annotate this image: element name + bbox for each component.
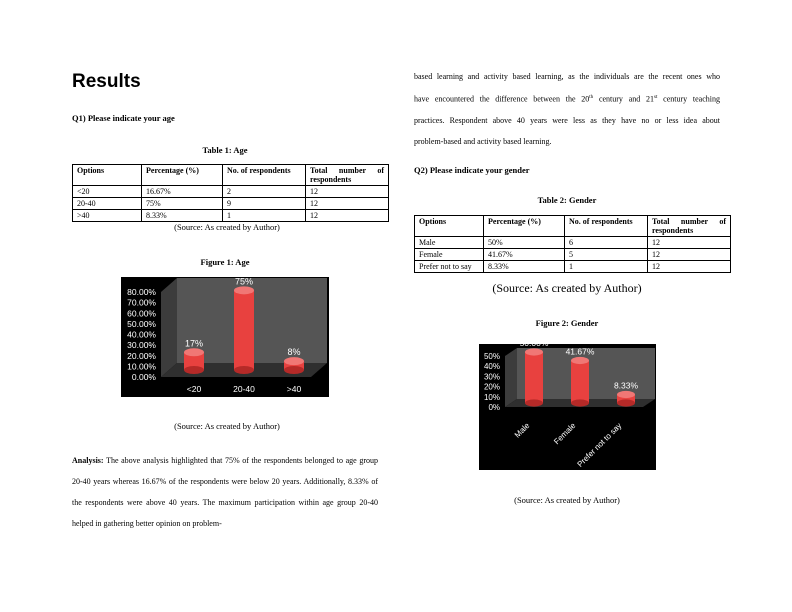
y-tick-label: 30% [483, 372, 500, 382]
table-header-cell: Options [415, 216, 484, 237]
table-header-cell: Options [73, 165, 142, 186]
gender-chart [479, 338, 656, 470]
chart-side-wall [161, 278, 177, 377]
category-label: >40 [286, 384, 302, 394]
y-tick-label: 80.00% [127, 287, 156, 297]
table-cell: 8.33% [484, 261, 565, 273]
bar-base [284, 366, 304, 374]
bar-top [571, 357, 589, 364]
category-label: 20-40 [233, 384, 255, 394]
data-label: 17% [184, 338, 204, 349]
y-tick-label: 60.00% [127, 308, 156, 319]
y-tick-label: 30.00% [127, 340, 156, 351]
table-row [73, 198, 389, 210]
paragraph-line [414, 87, 720, 110]
paragraph-text: century teaching [657, 94, 720, 104]
bar-base [571, 399, 589, 406]
bar-base [184, 366, 204, 374]
table-row [73, 186, 389, 198]
question-1: Q1) Please indicate your age [72, 113, 175, 123]
gender-chart-svg [479, 338, 656, 470]
data-label: 75% [234, 276, 254, 287]
y-tick-label: 0% [488, 403, 500, 412]
table-cell: 16.67% [142, 186, 223, 198]
table-header-cell: No. of respondents [223, 165, 306, 186]
table-cell: 12 [648, 261, 731, 273]
category-label: Female [552, 421, 578, 447]
data-label: 8.33% [613, 380, 639, 391]
table-header-cell: Percentage (%) [142, 165, 223, 186]
table-cell: 75% [142, 198, 223, 210]
table-cell: 1 [223, 210, 306, 222]
table-row [415, 249, 731, 261]
category-label: Prefer not to say [575, 421, 624, 469]
table-header-row [415, 216, 731, 237]
table-cell: 12 [648, 249, 731, 261]
table-row [415, 237, 731, 249]
bar-top [284, 357, 304, 365]
y-tick-label: 50% [483, 352, 500, 361]
table-2-caption: Table 2: Gender [537, 195, 597, 205]
table-cell: 12 [648, 237, 731, 249]
paragraph-line: problem-based and activity based learning. [414, 136, 552, 146]
question-2: Q2) Please indicate your gender [414, 165, 530, 175]
y-tick-label: 20% [483, 382, 500, 392]
table-1-source: (Source: As created by Author) [174, 222, 280, 232]
y-tick-label: 50.00% [127, 318, 156, 329]
table-cell: <20 [73, 186, 142, 198]
y-tick-label: 0.00% [131, 372, 156, 382]
bar [525, 352, 543, 403]
table-header-cell: Percentage (%) [484, 216, 565, 237]
table-cell: 12 [306, 186, 389, 198]
analysis-label: Analysis: [72, 456, 104, 465]
table-header-cell: Total number of respondents [648, 216, 731, 237]
y-tick-label: 70.00% [127, 297, 156, 308]
table-cell: 1 [565, 261, 648, 273]
table-header-cell: Total number of respondents [306, 165, 389, 186]
category-label: Male [512, 421, 532, 440]
table-cell: Male [415, 237, 484, 249]
bar [571, 360, 589, 403]
table-header-row [73, 165, 389, 186]
superscript: st [654, 95, 658, 100]
paragraph-line: practices. Respondent above 40 years were less as they have no or less idea about [414, 115, 720, 125]
data-label: 8% [287, 347, 301, 358]
table-cell: >40 [73, 210, 142, 222]
chart-side-wall [505, 348, 517, 407]
table-2-source: (Source: As created by Author) [492, 281, 642, 295]
paragraph-line: based learning and activity based learning, as the individuals are the recent ones who [414, 72, 720, 81]
bar-base [234, 366, 254, 374]
page-heading: Results [72, 71, 141, 92]
table-1-caption: Table 1: Age [202, 145, 248, 155]
table-cell: 41.67% [484, 249, 565, 261]
bar-top [525, 348, 543, 355]
table-cell: 20-40 [73, 198, 142, 210]
age-chart [121, 277, 329, 397]
bar-base [617, 399, 635, 406]
gender-table [414, 215, 731, 273]
bar-top [234, 286, 254, 294]
analysis-text: The above analysis highlighted that 75% of the respondents belonged to age group 20-40 years whereas 16.67% of the respondents were below 20 years. Additionally, 8.33% of the respondents were above 40 years. The maximum participation within age group 20-40 helped in gathering better opinion on problem- [72, 456, 378, 528]
figure-1-source: (Source: As created by Author) [174, 421, 280, 431]
figure-2-source: (Source: As created by Author) [514, 495, 620, 505]
y-tick-label: 40% [483, 362, 500, 372]
figure-1-caption: Figure 1: Age [200, 257, 250, 267]
y-tick-label: 40.00% [127, 329, 156, 340]
table-cell: 5 [565, 249, 648, 261]
table-cell: 6 [565, 237, 648, 249]
table-row [73, 210, 389, 222]
table-cell: 2 [223, 186, 306, 198]
data-label: 50.00% [519, 338, 549, 348]
table-cell: 12 [306, 198, 389, 210]
paragraph-text: have encountered the difference between the 20 [414, 94, 590, 104]
table-cell: Prefer not to say [415, 261, 484, 273]
y-tick-label: 10% [483, 392, 500, 402]
continued-paragraph [414, 66, 720, 152]
table-header-cell: No. of respondents [565, 216, 648, 237]
bar-base [525, 399, 543, 406]
age-table [72, 164, 389, 222]
table-cell: Female [415, 249, 484, 261]
data-label: 41.67% [565, 346, 595, 357]
bar-top [184, 348, 204, 356]
table-cell: 12 [306, 210, 389, 222]
y-tick-label: 20.00% [127, 350, 156, 361]
paragraph-text: century and 21 [593, 94, 655, 104]
table-row [415, 261, 731, 273]
table-cell: 50% [484, 237, 565, 249]
y-tick-label: 10.00% [127, 361, 156, 372]
figure-2-caption: Figure 2: Gender [535, 318, 599, 328]
age-chart-svg [121, 277, 329, 397]
bar-top [617, 391, 635, 398]
table-cell: 8.33% [142, 210, 223, 222]
superscript: th [589, 95, 594, 100]
table-cell: 9 [223, 198, 306, 210]
analysis-paragraph [72, 450, 378, 534]
bar [234, 290, 254, 370]
category-label: <20 [186, 384, 202, 394]
